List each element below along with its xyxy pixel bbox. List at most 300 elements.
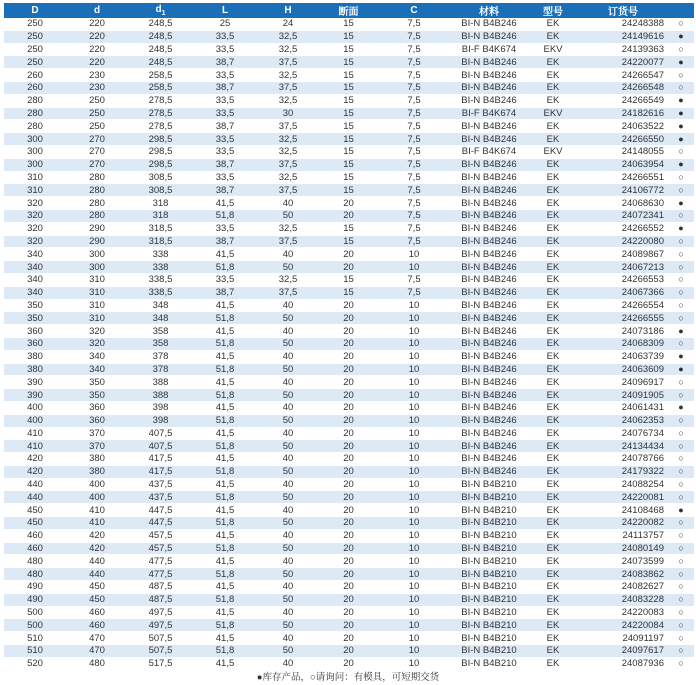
cell-model: EK [528, 235, 578, 248]
cell-material: BI-N B4B246 [450, 120, 528, 133]
cell-model: EK [528, 30, 578, 43]
cell-material: BI-N B4B246 [450, 30, 528, 43]
cell-D: 320 [4, 209, 66, 222]
cell-model: EK [528, 94, 578, 107]
cell-C: 10 [378, 312, 450, 325]
cell-D: 340 [4, 286, 66, 299]
cell-L: 51,8 [193, 337, 257, 350]
availability-icon: ○ [668, 286, 694, 299]
cell-H: 50 [257, 363, 319, 376]
cell-H: 40 [257, 299, 319, 312]
cell-material: BI-N B4B210 [450, 619, 528, 632]
cell-material: BI-N B4B246 [450, 376, 528, 389]
table-row [4, 632, 694, 645]
cell-d1: 507,5 [128, 632, 193, 645]
availability-icon: ○ [668, 555, 694, 568]
cell-section: 20 [319, 312, 378, 325]
cell-H: 50 [257, 619, 319, 632]
cell-d1: 248,5 [128, 56, 193, 69]
cell-d1: 248,5 [128, 18, 193, 30]
cell-material: BI-N B4B246 [450, 414, 528, 427]
cell-H: 40 [257, 453, 319, 466]
cell-order-number: 24182616 [578, 107, 668, 120]
cell-material: BI-N B4B210 [450, 645, 528, 658]
table-row [4, 337, 694, 350]
cell-d1: 457,5 [128, 529, 193, 542]
cell-D: 380 [4, 350, 66, 363]
cell-d1: 348 [128, 299, 193, 312]
cell-d: 370 [66, 440, 128, 453]
cell-H: 32,5 [257, 94, 319, 107]
cell-L: 51,8 [193, 414, 257, 427]
cell-D: 350 [4, 312, 66, 325]
cell-d1: 407,5 [128, 427, 193, 440]
cell-L: 41,5 [193, 197, 257, 210]
cell-H: 40 [257, 427, 319, 440]
availability-icon: ● [668, 222, 694, 235]
cell-material: BI-N B4B210 [450, 568, 528, 581]
cell-D: 260 [4, 69, 66, 82]
cell-H: 40 [257, 478, 319, 491]
cell-section: 20 [319, 376, 378, 389]
cell-model: EK [528, 504, 578, 517]
cell-d1: 338 [128, 261, 193, 274]
cell-section: 20 [319, 440, 378, 453]
cell-material: BI-N B4B210 [450, 529, 528, 542]
cell-material: BI-N B4B246 [450, 350, 528, 363]
cell-material: BI-N B4B246 [450, 69, 528, 82]
availability-icon: ○ [668, 261, 694, 274]
cell-model: EKV [528, 43, 578, 56]
cell-d1: 487,5 [128, 581, 193, 594]
cell-order-number: 24089867 [578, 248, 668, 261]
table-row [4, 350, 694, 363]
header-d: d [66, 3, 128, 18]
cell-section: 20 [319, 427, 378, 440]
availability-icon: ○ [668, 43, 694, 56]
cell-material: BI-N B4B246 [450, 401, 528, 414]
cell-L: 38,7 [193, 158, 257, 171]
cell-D: 440 [4, 478, 66, 491]
cell-L: 51,8 [193, 491, 257, 504]
cell-d1: 388 [128, 376, 193, 389]
cell-section: 15 [319, 273, 378, 286]
header-model: 型号 [528, 3, 578, 18]
cell-H: 37,5 [257, 235, 319, 248]
cell-d: 220 [66, 56, 128, 69]
cell-L: 41,5 [193, 401, 257, 414]
cell-section: 20 [319, 504, 378, 517]
cell-d1: 298,5 [128, 158, 193, 171]
cell-C: 10 [378, 517, 450, 530]
availability-icon: ● [668, 133, 694, 146]
cell-model: EK [528, 350, 578, 363]
availability-icon: ○ [668, 568, 694, 581]
cell-C: 10 [378, 568, 450, 581]
cell-d: 280 [66, 171, 128, 184]
cell-section: 15 [319, 30, 378, 43]
cell-H: 50 [257, 414, 319, 427]
table-row [4, 248, 694, 261]
cell-model: EK [528, 593, 578, 606]
cell-d: 310 [66, 286, 128, 299]
cell-C: 7,5 [378, 235, 450, 248]
cell-model: EK [528, 120, 578, 133]
cell-L: 41,5 [193, 248, 257, 261]
cell-model: EK [528, 555, 578, 568]
cell-section: 15 [319, 222, 378, 235]
cell-model: EK [528, 581, 578, 594]
cell-material: BI-N B4B210 [450, 657, 528, 670]
cell-H: 32,5 [257, 145, 319, 158]
cell-C: 7,5 [378, 209, 450, 222]
cell-H: 40 [257, 606, 319, 619]
cell-d: 410 [66, 504, 128, 517]
table-row [4, 81, 694, 94]
cell-D: 410 [4, 440, 66, 453]
cell-order-number: 24072341 [578, 209, 668, 222]
cell-d: 300 [66, 261, 128, 274]
table-row [4, 171, 694, 184]
cell-L: 51,8 [193, 389, 257, 402]
cell-H: 40 [257, 581, 319, 594]
cell-model: EK [528, 376, 578, 389]
cell-C: 7,5 [378, 56, 450, 69]
cell-model: EK [528, 453, 578, 466]
cell-C: 10 [378, 401, 450, 414]
cell-order-number: 24061431 [578, 401, 668, 414]
cell-material: BI-N B4B246 [450, 222, 528, 235]
cell-H: 40 [257, 197, 319, 210]
cell-material: BI-N B4B246 [450, 209, 528, 222]
availability-icon: ○ [668, 248, 694, 261]
cell-model: EK [528, 171, 578, 184]
cell-d1: 358 [128, 337, 193, 350]
cell-section: 15 [319, 133, 378, 146]
cell-D: 340 [4, 273, 66, 286]
availability-icon: ○ [668, 145, 694, 158]
availability-icon: ○ [668, 69, 694, 82]
availability-icon: ○ [668, 491, 694, 504]
cell-d: 290 [66, 222, 128, 235]
cell-model: EK [528, 158, 578, 171]
cell-C: 10 [378, 376, 450, 389]
availability-icon: ○ [668, 593, 694, 606]
cell-section: 20 [319, 350, 378, 363]
cell-H: 50 [257, 593, 319, 606]
cell-H: 37,5 [257, 81, 319, 94]
cell-L: 25 [193, 18, 257, 30]
cell-model: EK [528, 632, 578, 645]
cell-order-number: 24113757 [578, 529, 668, 542]
cell-C: 7,5 [378, 94, 450, 107]
cell-d1: 447,5 [128, 517, 193, 530]
cell-d1: 298,5 [128, 133, 193, 146]
cell-H: 50 [257, 517, 319, 530]
cell-d: 250 [66, 94, 128, 107]
cell-D: 310 [4, 171, 66, 184]
cell-section: 20 [319, 389, 378, 402]
cell-d1: 338,5 [128, 273, 193, 286]
cell-C: 10 [378, 581, 450, 594]
cell-section: 20 [319, 453, 378, 466]
cell-C: 7,5 [378, 69, 450, 82]
cell-d: 340 [66, 363, 128, 376]
cell-H: 37,5 [257, 286, 319, 299]
cell-material: BI-N B4B246 [450, 427, 528, 440]
cell-d: 400 [66, 478, 128, 491]
cell-d1: 487,5 [128, 593, 193, 606]
cell-D: 390 [4, 376, 66, 389]
cell-D: 490 [4, 581, 66, 594]
availability-icon: ● [668, 401, 694, 414]
cell-L: 33,5 [193, 222, 257, 235]
cell-d: 310 [66, 273, 128, 286]
cell-H: 50 [257, 491, 319, 504]
table-row [4, 491, 694, 504]
cell-L: 33,5 [193, 133, 257, 146]
table-row [4, 555, 694, 568]
cell-model: EK [528, 325, 578, 338]
cell-L: 33,5 [193, 273, 257, 286]
cell-material: BI-N B4B246 [450, 158, 528, 171]
cell-C: 10 [378, 299, 450, 312]
cell-d: 350 [66, 389, 128, 402]
cell-D: 250 [4, 30, 66, 43]
cell-D: 410 [4, 427, 66, 440]
cell-H: 50 [257, 645, 319, 658]
cell-H: 40 [257, 248, 319, 261]
cell-d: 460 [66, 619, 128, 632]
cell-H: 32,5 [257, 30, 319, 43]
header-D: D [4, 3, 66, 18]
cell-C: 7,5 [378, 273, 450, 286]
cell-H: 50 [257, 209, 319, 222]
cell-material: BI-N B4B246 [450, 453, 528, 466]
cell-D: 300 [4, 145, 66, 158]
cell-material: BI-N B4B246 [450, 286, 528, 299]
availability-icon: ○ [668, 427, 694, 440]
cell-order-number: 24083228 [578, 593, 668, 606]
cell-model: EK [528, 81, 578, 94]
cell-D: 520 [4, 657, 66, 670]
cell-D: 320 [4, 197, 66, 210]
cell-L: 51,8 [193, 517, 257, 530]
cell-L: 38,7 [193, 120, 257, 133]
cell-C: 7,5 [378, 222, 450, 235]
availability-icon: ○ [668, 376, 694, 389]
cell-model: EK [528, 273, 578, 286]
product-table [4, 3, 694, 671]
availability-icon: ● [668, 363, 694, 376]
cell-order-number: 24220080 [578, 235, 668, 248]
cell-D: 420 [4, 465, 66, 478]
cell-H: 40 [257, 401, 319, 414]
cell-order-number: 24063522 [578, 120, 668, 133]
cell-section: 20 [319, 401, 378, 414]
cell-C: 10 [378, 350, 450, 363]
cell-L: 51,8 [193, 593, 257, 606]
table-row [4, 645, 694, 658]
cell-section: 20 [319, 325, 378, 338]
cell-C: 10 [378, 491, 450, 504]
cell-order-number: 24220077 [578, 56, 668, 69]
header-d1-sub: 1 [161, 10, 166, 17]
cell-model: EK [528, 568, 578, 581]
cell-D: 510 [4, 632, 66, 645]
cell-L: 51,8 [193, 312, 257, 325]
availability-icon: ● [668, 120, 694, 133]
cell-order-number: 24083862 [578, 568, 668, 581]
cell-d1: 318 [128, 209, 193, 222]
cell-H: 37,5 [257, 56, 319, 69]
cell-d: 230 [66, 81, 128, 94]
availability-icon: ○ [668, 235, 694, 248]
availability-icon: ● [668, 158, 694, 171]
cell-order-number: 24068309 [578, 337, 668, 350]
cell-material: BI-N B4B246 [450, 337, 528, 350]
cell-L: 33,5 [193, 145, 257, 158]
table-row [4, 30, 694, 43]
cell-section: 20 [319, 568, 378, 581]
cell-D: 480 [4, 568, 66, 581]
availability-icon: ○ [668, 478, 694, 491]
cell-C: 7,5 [378, 158, 450, 171]
cell-C: 10 [378, 606, 450, 619]
availability-icon: ○ [668, 632, 694, 645]
cell-d1: 398 [128, 414, 193, 427]
cell-C: 7,5 [378, 145, 450, 158]
cell-C: 10 [378, 478, 450, 491]
cell-order-number: 24080149 [578, 542, 668, 555]
cell-L: 38,7 [193, 56, 257, 69]
cell-order-number: 24078766 [578, 453, 668, 466]
cell-material: BI-N B4B246 [450, 56, 528, 69]
cell-H: 50 [257, 542, 319, 555]
availability-icon: ○ [668, 453, 694, 466]
cell-L: 51,8 [193, 363, 257, 376]
cell-d: 460 [66, 606, 128, 619]
cell-model: EK [528, 645, 578, 658]
cell-section: 20 [319, 619, 378, 632]
cell-section: 15 [319, 107, 378, 120]
cell-C: 7,5 [378, 171, 450, 184]
cell-H: 50 [257, 440, 319, 453]
cell-model: EK [528, 337, 578, 350]
cell-d: 250 [66, 120, 128, 133]
cell-d1: 308,5 [128, 184, 193, 197]
cell-d: 280 [66, 197, 128, 210]
cell-C: 10 [378, 363, 450, 376]
table-row [4, 286, 694, 299]
table-row [4, 529, 694, 542]
cell-L: 38,7 [193, 286, 257, 299]
cell-d: 220 [66, 43, 128, 56]
table-row [4, 184, 694, 197]
cell-material: BI-N B4B246 [450, 465, 528, 478]
cell-d: 280 [66, 209, 128, 222]
cell-L: 41,5 [193, 478, 257, 491]
cell-model: EK [528, 197, 578, 210]
cell-model: EK [528, 312, 578, 325]
cell-d1: 258,5 [128, 69, 193, 82]
cell-L: 41,5 [193, 657, 257, 670]
cell-D: 300 [4, 158, 66, 171]
cell-D: 320 [4, 222, 66, 235]
cell-d1: 378 [128, 363, 193, 376]
table-row [4, 517, 694, 530]
cell-section: 15 [319, 18, 378, 30]
cell-L: 41,5 [193, 606, 257, 619]
cell-section: 20 [319, 581, 378, 594]
cell-D: 280 [4, 94, 66, 107]
cell-section: 15 [319, 184, 378, 197]
table-row [4, 427, 694, 440]
cell-L: 51,8 [193, 465, 257, 478]
cell-order-number: 24063739 [578, 350, 668, 363]
cell-C: 10 [378, 337, 450, 350]
header-order-number: 订货号 [578, 3, 668, 18]
table-row [4, 440, 694, 453]
availability-icon: ○ [668, 81, 694, 94]
cell-C: 7,5 [378, 184, 450, 197]
availability-icon: ● [668, 107, 694, 120]
cell-D: 340 [4, 261, 66, 274]
availability-icon: ○ [668, 529, 694, 542]
cell-d1: 248,5 [128, 43, 193, 56]
cell-D: 310 [4, 184, 66, 197]
cell-order-number: 24088254 [578, 478, 668, 491]
cell-order-number: 24063609 [578, 363, 668, 376]
cell-order-number: 24073186 [578, 325, 668, 338]
cell-d: 300 [66, 248, 128, 261]
table-row [4, 312, 694, 325]
cell-section: 15 [319, 145, 378, 158]
availability-icon: ○ [668, 312, 694, 325]
cell-D: 380 [4, 363, 66, 376]
cell-model: EK [528, 619, 578, 632]
cell-material: BI-N B4B246 [450, 94, 528, 107]
cell-section: 20 [319, 529, 378, 542]
cell-section: 15 [319, 94, 378, 107]
cell-L: 51,8 [193, 619, 257, 632]
cell-material: BI-N B4B246 [450, 184, 528, 197]
cell-H: 37,5 [257, 158, 319, 171]
cell-order-number: 24068630 [578, 197, 668, 210]
availability-icon: ○ [668, 606, 694, 619]
cell-section: 20 [319, 465, 378, 478]
cell-d: 270 [66, 158, 128, 171]
availability-icon: ○ [668, 184, 694, 197]
cell-L: 41,5 [193, 504, 257, 517]
cell-C: 10 [378, 389, 450, 402]
cell-H: 40 [257, 350, 319, 363]
cell-L: 41,5 [193, 427, 257, 440]
cell-d1: 348 [128, 312, 193, 325]
cell-L: 33,5 [193, 43, 257, 56]
cell-material: BI-N B4B246 [450, 235, 528, 248]
cell-model: EK [528, 529, 578, 542]
cell-section: 20 [319, 299, 378, 312]
cell-C: 10 [378, 632, 450, 645]
cell-L: 33,5 [193, 69, 257, 82]
cell-model: EK [528, 427, 578, 440]
cell-material: BI-N B4B246 [450, 440, 528, 453]
cell-d1: 398 [128, 401, 193, 414]
cell-H: 32,5 [257, 133, 319, 146]
cell-L: 33,5 [193, 171, 257, 184]
cell-model: EK [528, 606, 578, 619]
